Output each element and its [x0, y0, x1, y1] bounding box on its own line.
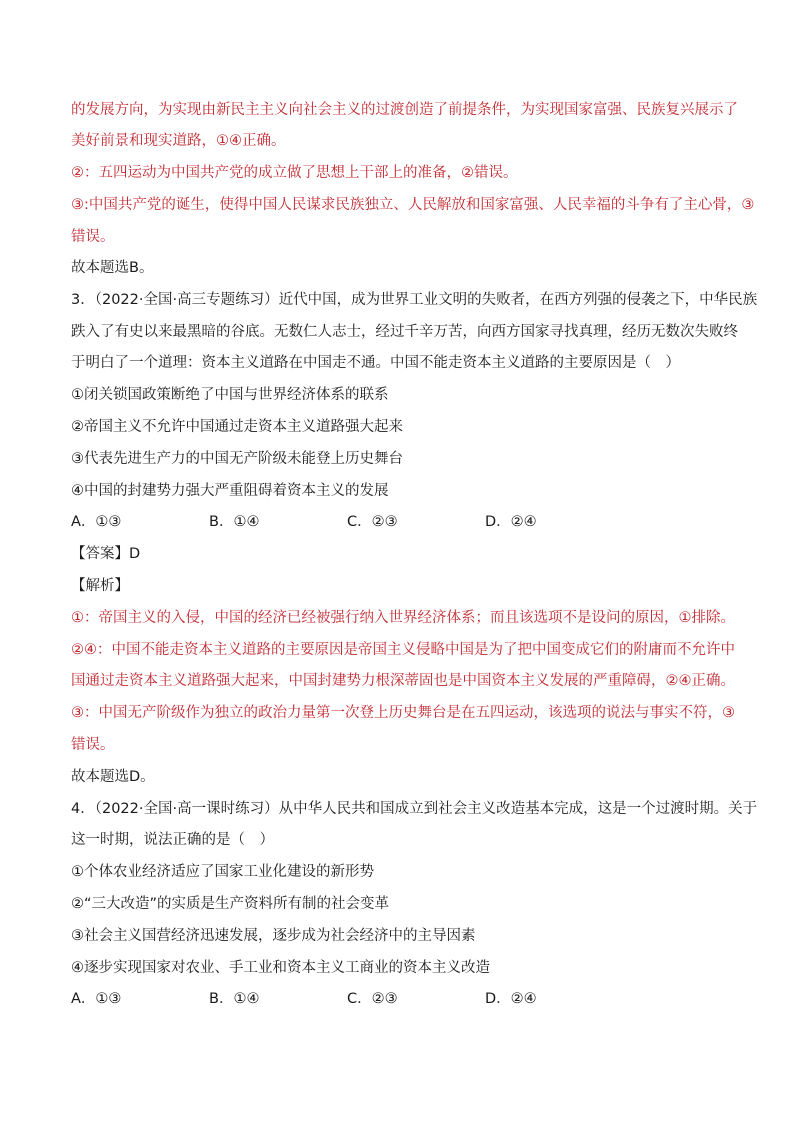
q4-option-c[interactable]: C．②③ — [347, 991, 398, 1007]
q4-item: ④逐步实现国家对农业、手工业和资本主义工商业的资本主义改造 — [71, 960, 490, 976]
q3-option-d[interactable]: D．②④ — [485, 514, 537, 530]
q3-item: ③代表先进生产力的中国无产阶级未能登上历史舞台 — [71, 451, 403, 467]
q4-option-a[interactable]: A．①③ — [71, 991, 122, 1007]
prev-explanation-line: ③:中国共产党的诞生，使得中国人民谋求民族独立、人民解放和国家富强、人民幸福的斗争有了主心骨，③ — [71, 197, 755, 213]
q3-conclusion: 故本题选D。 — [71, 769, 155, 785]
prev-explanation-line: 美好前景和现实道路，①④正确。 — [71, 133, 286, 149]
q3-answer: 【答案】D — [71, 546, 141, 562]
q4-item: ①个体农业经济适应了国家工业化建设的新形势 — [71, 864, 374, 880]
q4-stem-line: 这一时期，说法正确的是（ ） — [71, 832, 274, 848]
q3-option-a[interactable]: A．①③ — [71, 514, 122, 530]
q3-item: ①闭关锁国政策断绝了中国与世界经济体系的联系 — [71, 387, 389, 403]
q3-analysis-label: 【解析】 — [71, 578, 129, 594]
q3-option-c[interactable]: C．②③ — [347, 514, 398, 530]
q3-analysis-line: ③：中国无产阶级作为独立的政治力量第一次登上历史舞台是在五四运动，该选项的说法与事实不符，③ — [71, 705, 735, 721]
q3-stem-line: 3．（2022·全国·高三专题练习）近代中国，成为世界工业文明的失败者，在西方列强的侵袭之下，中华民族 — [71, 292, 758, 308]
q4-option-d[interactable]: D．②④ — [485, 991, 537, 1007]
q3-analysis-line: 错误。 — [71, 737, 115, 753]
prev-explanation-line: ②：五四运动为中国共产党的成立做了思想上干部上的准备，②错误。 — [71, 165, 518, 181]
q3-option-b[interactable]: B．①④ — [209, 514, 260, 530]
q3-stem-line: 于明白了一个道理：资本主义道路在中国走不通。中国不能走资本主义道路的主要原因是（ ） — [71, 355, 680, 371]
q3-analysis-line: ②④：中国不能走资本主义道路的主要原因是帝国主义侵略中国是为了把中国变成它们的附庸而不允许中 — [71, 642, 735, 658]
q4-option-b[interactable]: B．①④ — [209, 991, 260, 1007]
q3-stem-line: 跌入了有史以来最黑暗的谷底。无数仁人志士，经过千辛万苦，向西方国家寻找真理，经历无数次失败终 — [71, 324, 738, 340]
q4-item: ②“三大改造”的实质是生产资料所有制的社会变革 — [71, 896, 390, 912]
q3-options — [71, 512, 585, 532]
q3-analysis-line: ①：帝国主义的入侵，中国的经济已经被强行纳入世界经济体系；而且该选项不是设问的原因，①排除。 — [71, 610, 735, 626]
q4-options — [71, 989, 585, 1009]
prev-explanation-line: 的发展方向，为实现由新民主主义向社会主义的过渡创造了前提条件，为实现国家富强、民族复兴展示了 — [71, 102, 738, 118]
prev-conclusion: 故本题选B。 — [71, 260, 154, 276]
prev-explanation-line: 错误。 — [71, 229, 115, 245]
q4-item: ③社会主义国营经济迅速发展，逐步成为社会经济中的主导因素 — [71, 928, 476, 944]
q4-stem-line: 4．（2022·全国·高一课时练习）从中华人民共和国成立到社会主义改造基本完成，这是一个过渡时期。关于 — [71, 801, 758, 817]
q3-item: ②帝国主义不允许中国通过走资本主义道路强大起来 — [71, 419, 403, 435]
q3-analysis-line: 国通过走资本主义道路强大起来，中国封建势力根深蒂固也是中国资本主义发展的严重障碍，②④正确。 — [71, 673, 735, 689]
q3-item: ④中国的封建势力强大严重阻碍着资本主义的发展 — [71, 483, 389, 499]
